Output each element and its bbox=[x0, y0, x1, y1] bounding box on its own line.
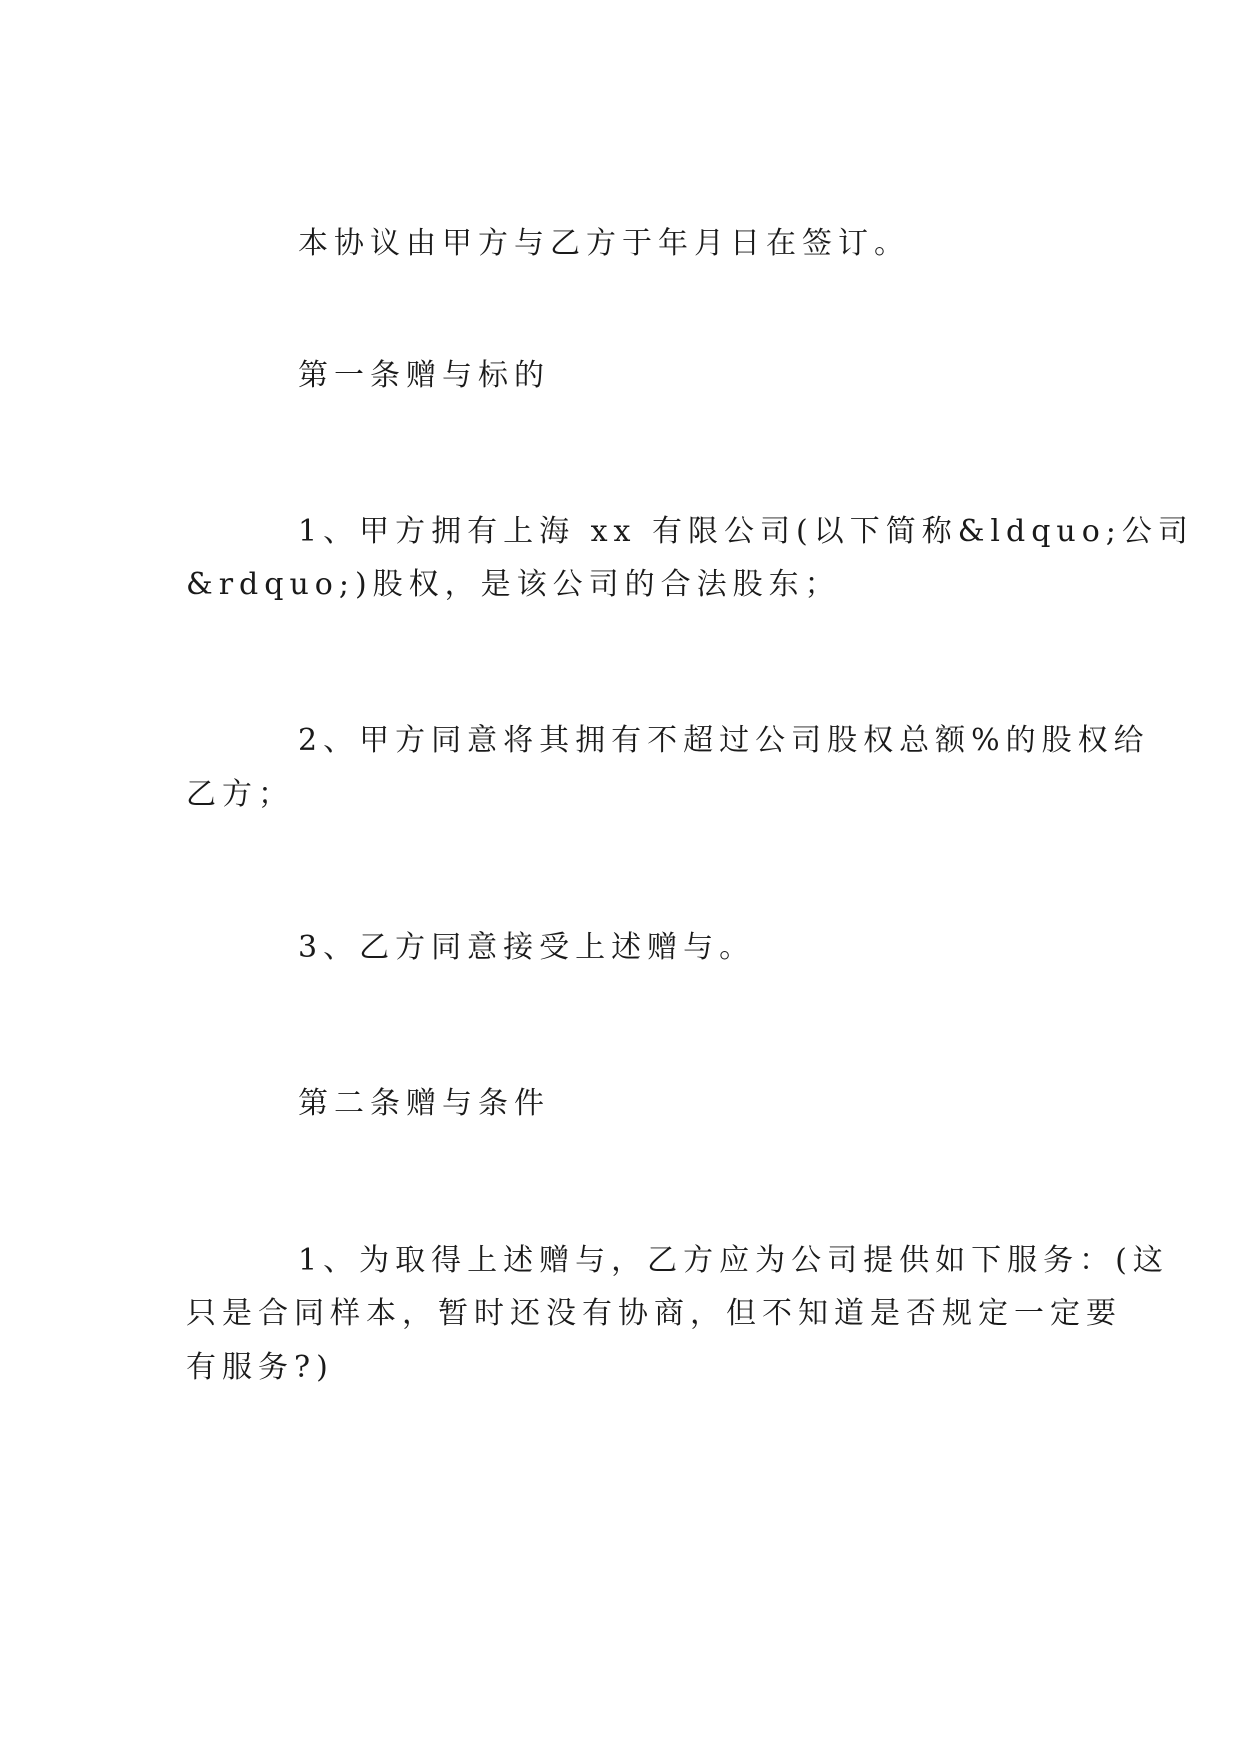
article2-item1-line3: 有服务?) bbox=[186, 1350, 334, 1385]
article2-heading: 第二条赠与条件 bbox=[298, 1086, 550, 1121]
article1-item3: 3、乙方同意接受上述赠与。 bbox=[298, 930, 756, 965]
intro-paragraph: 本协议由甲方与乙方于年月日在签订。 bbox=[298, 226, 910, 261]
article2-item1-line2: 只是合同样本，暂时还没有协商，但不知道是否规定一定要 bbox=[186, 1296, 1122, 1331]
article1-item2-line1: 2、甲方同意将其拥有不超过公司股权总额%的股权给 bbox=[298, 723, 1150, 758]
article1-item1-line2: &rdquo;)股权，是该公司的合法股东； bbox=[186, 567, 841, 602]
article1-heading: 第一条赠与标的 bbox=[298, 358, 550, 393]
article2-item1-line1: 1、为取得上述赠与，乙方应为公司提供如下服务：(这 bbox=[298, 1243, 1169, 1278]
article1-item2-line2: 乙方； bbox=[186, 777, 294, 812]
article1-item1-line1: 1、甲方拥有上海 xx 有限公司(以下简称&ldquo;公司 bbox=[298, 514, 1194, 549]
